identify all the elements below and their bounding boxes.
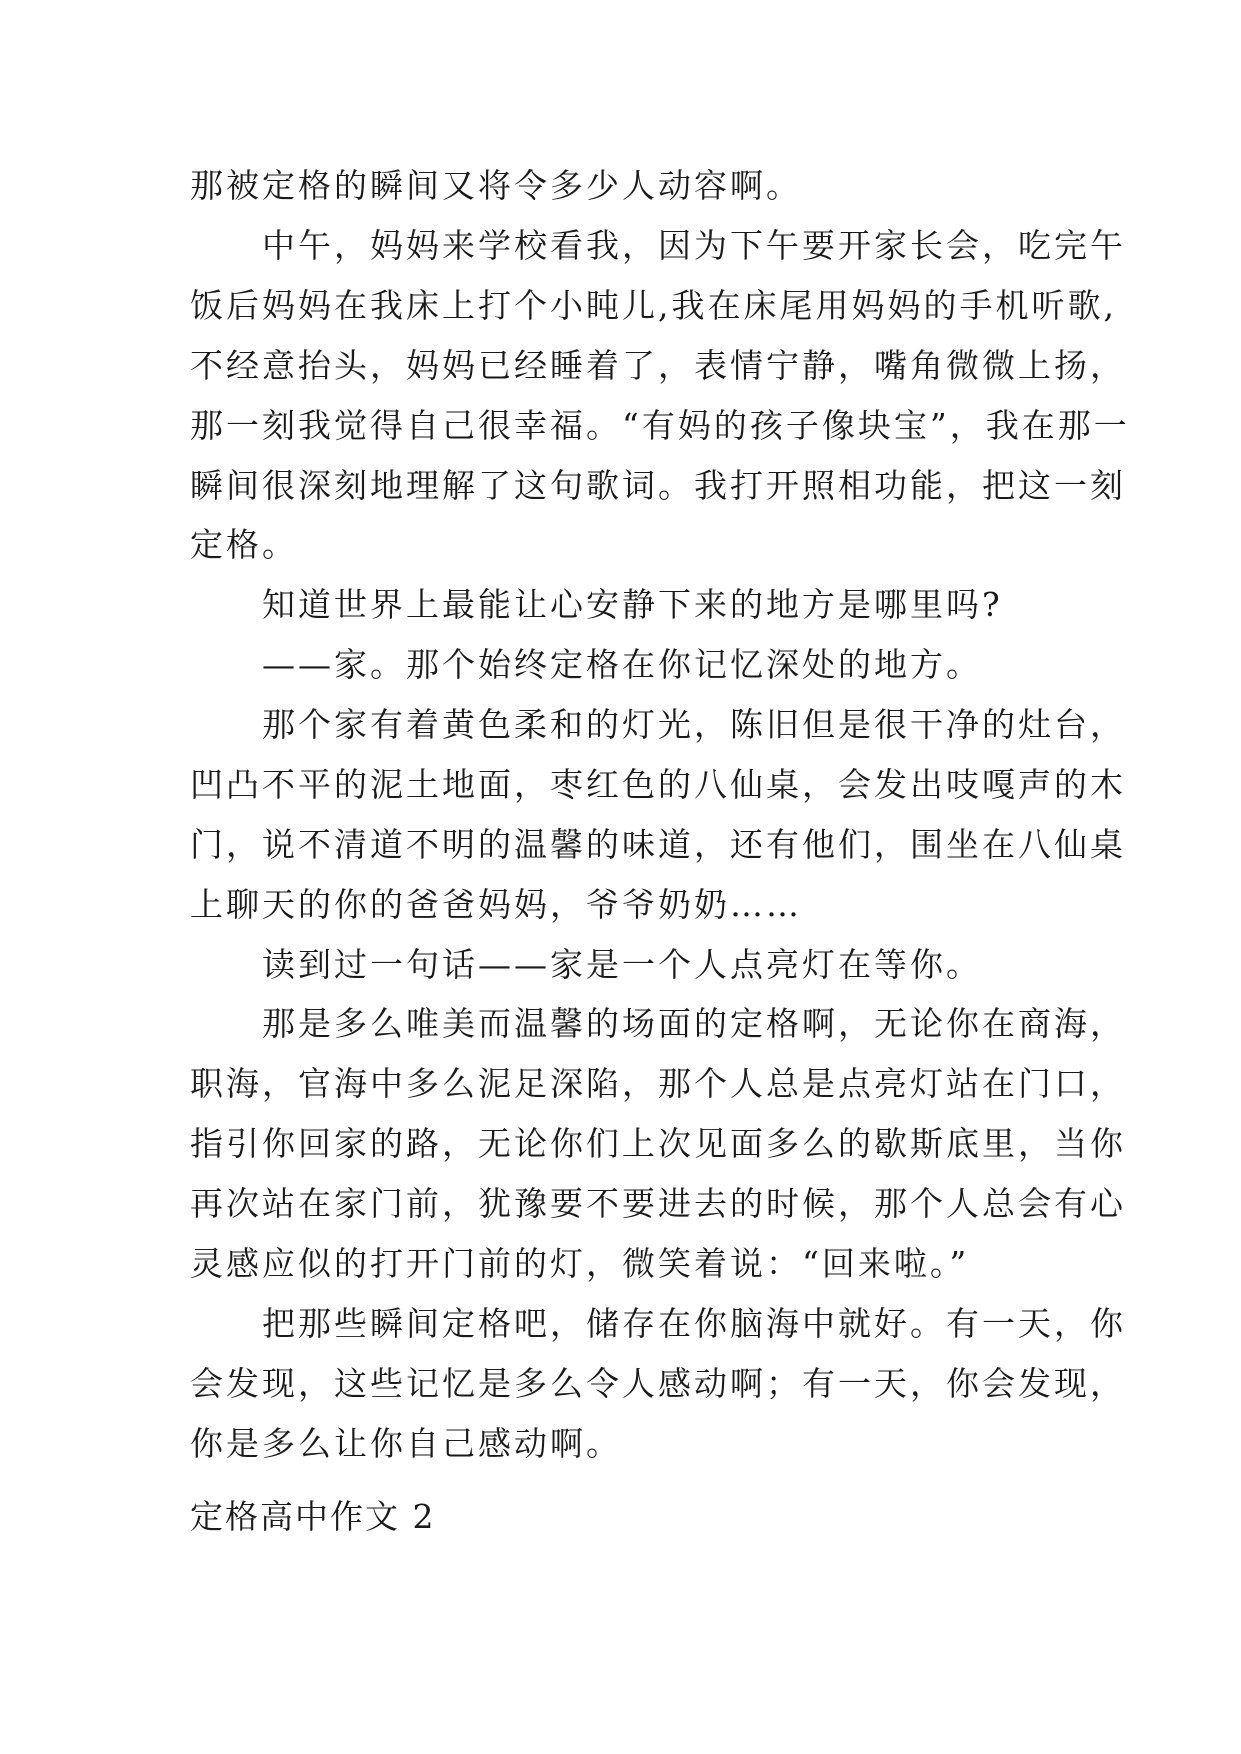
- text-line: 那一刻我觉得自己很幸福。“有妈的孩子像块宝”，我在那一: [190, 406, 1130, 445]
- text-line: 定格。: [190, 525, 298, 564]
- text-line: 凹凸不平的泥土地面，枣红色的八仙桌，会发出吱嘎声的木: [190, 765, 1126, 804]
- text-line: 知道世界上最能让心安静下来的地方是哪里吗?: [190, 585, 1003, 624]
- text-line: 会发现，这些记忆是多么令人感动啊；有一天，你会发现，: [190, 1364, 1126, 1403]
- text-line: 不经意抬头，妈妈已经睡着了，表情宁静，嘴角微微上扬，: [190, 346, 1126, 385]
- text-line: 那被定格的瞬间又将令多少人动容啊。: [190, 166, 802, 205]
- text-line: 职海，官海中多么泥足深陷，那个人总是点亮灯站在门口，: [190, 1064, 1126, 1103]
- text-line: 瞬间很深刻地理解了这句歌词。我打开照相功能，把这一刻: [190, 466, 1126, 505]
- text-line: 中午，妈妈来学校看我，因为下午要开家长会，吃完午: [190, 226, 1126, 265]
- section-heading: 定格高中作文 2: [190, 1497, 436, 1536]
- text-line: 那是多么唯美而温馨的场面的定格啊，无论你在商海，: [190, 1004, 1126, 1043]
- text-line: 再次站在家门前，犹豫要不要进去的时候，那个人总会有心: [190, 1184, 1126, 1223]
- text-line: 把那些瞬间定格吧，储存在你脑海中就好。有一天，你: [190, 1304, 1126, 1343]
- text-line: 指引你回家的路，无论你们上次见面多么的歇斯底里，当你: [190, 1124, 1126, 1163]
- text-line: 那个家有着黄色柔和的灯光，陈旧但是很干净的灶台，: [190, 705, 1126, 744]
- text-line: 上聊天的你的爸爸妈妈，爷爷奶奶……: [190, 885, 802, 924]
- text-line: ——家。那个始终定格在你记忆深处的地方。: [190, 645, 982, 684]
- text-line: 读到过一句话——家是一个人点亮灯在等你。: [190, 945, 982, 984]
- text-line: 饭后妈妈在我床上打个小盹儿,我在床尾用妈妈的手机听歌,: [190, 286, 1117, 325]
- text-line: 门，说不清道不明的温馨的味道，还有他们，围坐在八仙桌: [190, 825, 1126, 864]
- text-line: 你是多么让你自己感动啊。: [190, 1424, 622, 1463]
- text-line: 灵感应似的打开门前的灯，微笑着说：“回来啦。”: [190, 1244, 970, 1283]
